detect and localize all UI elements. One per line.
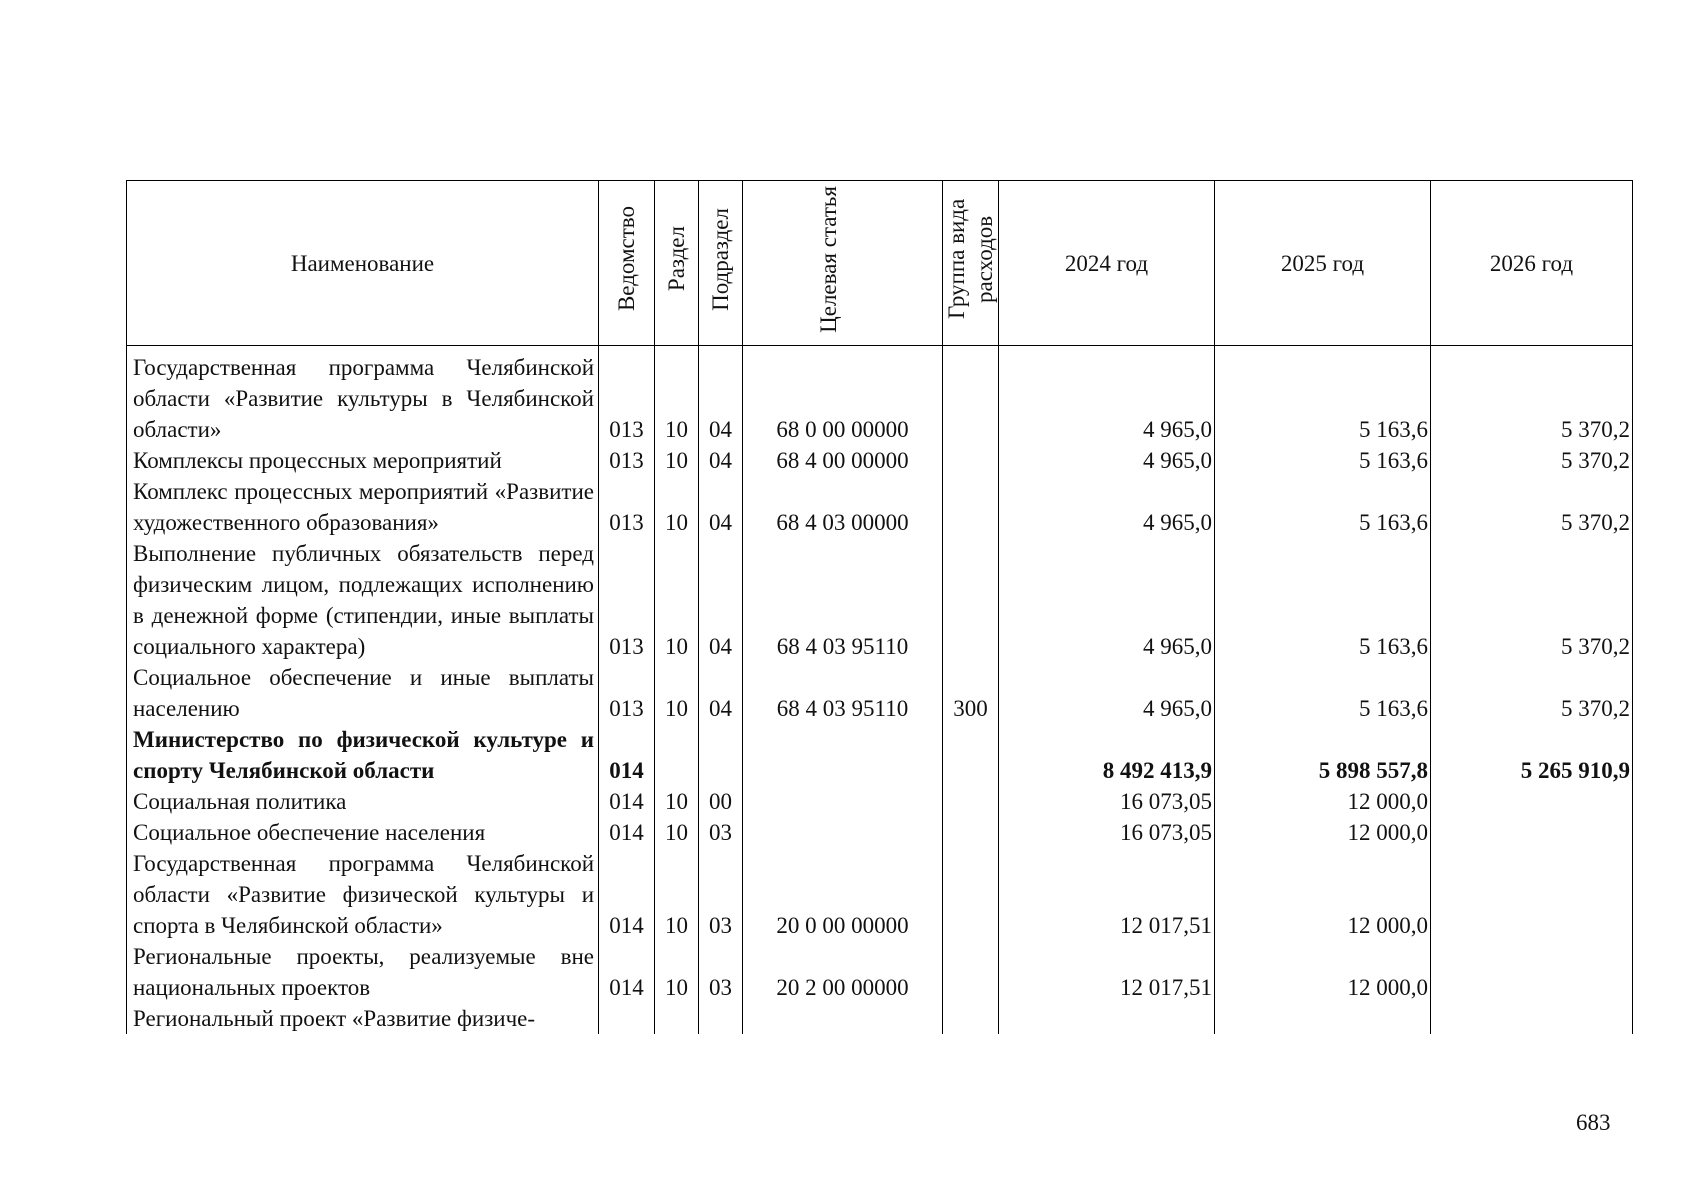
cell-amount-2026: 5 370,2 <box>1431 662 1633 724</box>
table-row <box>127 445 1633 476</box>
cell-department: 014 <box>599 817 655 848</box>
cell-subsection: 00 <box>699 786 743 817</box>
cell-amount-2024: 4 965,0 <box>999 445 1215 476</box>
cell-name: Социальное обеспечение и иные выплаты населению <box>127 662 599 724</box>
cell-name: Социальная политика <box>127 786 599 817</box>
cell-expense-group <box>943 817 999 848</box>
cell-amount-2024: 16 073,05 <box>999 786 1215 817</box>
cell-amount-2026: 5 265 910,9 <box>1431 724 1633 786</box>
cell-department <box>599 1003 655 1034</box>
cell-target-article: 68 4 00 00000 <box>743 445 943 476</box>
header-target-article: Целевая статья <box>743 181 943 346</box>
header-year-2024: 2024 год <box>999 181 1215 346</box>
cell-subsection <box>699 724 743 786</box>
cell-target-article <box>743 1003 943 1034</box>
header-department: Ведомство <box>599 181 655 346</box>
cell-subsection: 03 <box>699 848 743 941</box>
header-year-2026: 2026 год <box>1431 181 1633 346</box>
budget-table <box>126 180 1633 1034</box>
cell-section: 10 <box>655 941 699 1003</box>
cell-department: 013 <box>599 662 655 724</box>
cell-department: 013 <box>599 445 655 476</box>
table-row <box>127 724 1633 786</box>
table-row <box>127 538 1633 662</box>
cell-amount-2024: 4 965,0 <box>999 538 1215 662</box>
cell-section: 10 <box>655 786 699 817</box>
cell-section: 10 <box>655 817 699 848</box>
cell-amount-2024: 4 965,0 <box>999 476 1215 538</box>
cell-expense-group: 300 <box>943 662 999 724</box>
header-subsection: Подраздел <box>699 181 743 346</box>
cell-expense-group <box>943 1003 999 1034</box>
cell-expense-group <box>943 346 999 446</box>
cell-subsection: 04 <box>699 346 743 446</box>
cell-target-article <box>743 724 943 786</box>
cell-target-article: 68 4 03 00000 <box>743 476 943 538</box>
cell-department: 014 <box>599 941 655 1003</box>
cell-name: Комплекс процессных мероприятий «Развитие художественного образования» <box>127 476 599 538</box>
cell-department: 013 <box>599 538 655 662</box>
header-section: Раздел <box>655 181 699 346</box>
cell-department: 013 <box>599 346 655 446</box>
cell-amount-2024: 12 017,51 <box>999 848 1215 941</box>
cell-target-article: 68 0 00 00000 <box>743 346 943 446</box>
table-row <box>127 476 1633 538</box>
page-number: 683 <box>1576 1110 1611 1135</box>
cell-amount-2026: 5 370,2 <box>1431 346 1633 446</box>
cell-amount-2025: 5 163,6 <box>1215 662 1431 724</box>
cell-expense-group <box>943 476 999 538</box>
table-row <box>127 848 1633 941</box>
cell-amount-2025: 12 000,0 <box>1215 817 1431 848</box>
cell-amount-2026 <box>1431 1003 1633 1034</box>
cell-amount-2026 <box>1431 817 1633 848</box>
cell-expense-group <box>943 848 999 941</box>
cell-subsection: 04 <box>699 538 743 662</box>
cell-subsection: 04 <box>699 476 743 538</box>
cell-amount-2025: 5 163,6 <box>1215 346 1431 446</box>
table-row <box>127 817 1633 848</box>
cell-amount-2024: 12 017,51 <box>999 941 1215 1003</box>
cell-amount-2026 <box>1431 941 1633 1003</box>
cell-subsection: 03 <box>699 817 743 848</box>
cell-section: 10 <box>655 476 699 538</box>
cell-amount-2026 <box>1431 848 1633 941</box>
cell-amount-2024: 16 073,05 <box>999 817 1215 848</box>
cell-section: 10 <box>655 346 699 446</box>
table-row <box>127 346 1633 446</box>
cell-subsection: 04 <box>699 662 743 724</box>
cell-expense-group <box>943 724 999 786</box>
cell-subsection: 04 <box>699 445 743 476</box>
cell-name: Комплексы процессных мероприятий <box>127 445 599 476</box>
header-year-2025: 2025 год <box>1215 181 1431 346</box>
cell-amount-2025: 5 898 557,8 <box>1215 724 1431 786</box>
cell-amount-2024 <box>999 1003 1215 1034</box>
cell-target-article: 68 4 03 95110 <box>743 538 943 662</box>
header-expense-group: Группа вида расходов <box>943 181 999 346</box>
cell-target-article: 68 4 03 95110 <box>743 662 943 724</box>
cell-name: Социальное обеспечение населения <box>127 817 599 848</box>
cell-department: 014 <box>599 786 655 817</box>
cell-name: Региональные проекты, реализуемые вне национальных проектов <box>127 941 599 1003</box>
cell-amount-2025: 12 000,0 <box>1215 786 1431 817</box>
cell-amount-2025: 12 000,0 <box>1215 848 1431 941</box>
cell-amount-2026: 5 370,2 <box>1431 538 1633 662</box>
cell-name: Региональный проект «Развитие физиче- <box>127 1003 599 1034</box>
cell-amount-2024: 4 965,0 <box>999 662 1215 724</box>
table-row <box>127 1003 1633 1034</box>
table-header-row <box>127 181 1633 346</box>
table-row <box>127 662 1633 724</box>
cell-name: Выполнение публичных обязательств перед физическим лицом, подлежащих исполнению в денежной форме (стипендии, иные выплаты социального характера) <box>127 538 599 662</box>
cell-amount-2024: 4 965,0 <box>999 346 1215 446</box>
cell-department: 014 <box>599 724 655 786</box>
cell-subsection <box>699 1003 743 1034</box>
cell-target-article: 20 0 00 00000 <box>743 848 943 941</box>
cell-target-article <box>743 786 943 817</box>
header-name: Наименование <box>127 181 599 346</box>
table-row <box>127 786 1633 817</box>
cell-name: Государственная программа Челябинской области «Развитие физической культуры и спорта в Челябинской области» <box>127 848 599 941</box>
cell-expense-group <box>943 538 999 662</box>
cell-name: Министерство по физической культуре и спорту Челябинской области <box>127 724 599 786</box>
cell-amount-2026 <box>1431 786 1633 817</box>
cell-amount-2025: 5 163,6 <box>1215 476 1431 538</box>
cell-section <box>655 724 699 786</box>
cell-amount-2025: 5 163,6 <box>1215 445 1431 476</box>
cell-section: 10 <box>655 848 699 941</box>
cell-subsection: 03 <box>699 941 743 1003</box>
cell-name: Государственная программа Челябинской области «Развитие культуры в Челябинской области» <box>127 346 599 446</box>
table-row <box>127 941 1633 1003</box>
cell-target-article: 20 2 00 00000 <box>743 941 943 1003</box>
cell-expense-group <box>943 941 999 1003</box>
cell-amount-2026: 5 370,2 <box>1431 445 1633 476</box>
cell-target-article <box>743 817 943 848</box>
cell-section: 10 <box>655 662 699 724</box>
cell-section: 10 <box>655 538 699 662</box>
cell-section <box>655 1003 699 1034</box>
cell-expense-group <box>943 786 999 817</box>
cell-department: 014 <box>599 848 655 941</box>
cell-section: 10 <box>655 445 699 476</box>
table-body <box>127 346 1633 1035</box>
cell-amount-2024: 8 492 413,9 <box>999 724 1215 786</box>
cell-amount-2025 <box>1215 1003 1431 1034</box>
cell-amount-2025: 5 163,6 <box>1215 538 1431 662</box>
cell-department: 013 <box>599 476 655 538</box>
cell-amount-2025: 12 000,0 <box>1215 941 1431 1003</box>
cell-amount-2026: 5 370,2 <box>1431 476 1633 538</box>
cell-expense-group <box>943 445 999 476</box>
